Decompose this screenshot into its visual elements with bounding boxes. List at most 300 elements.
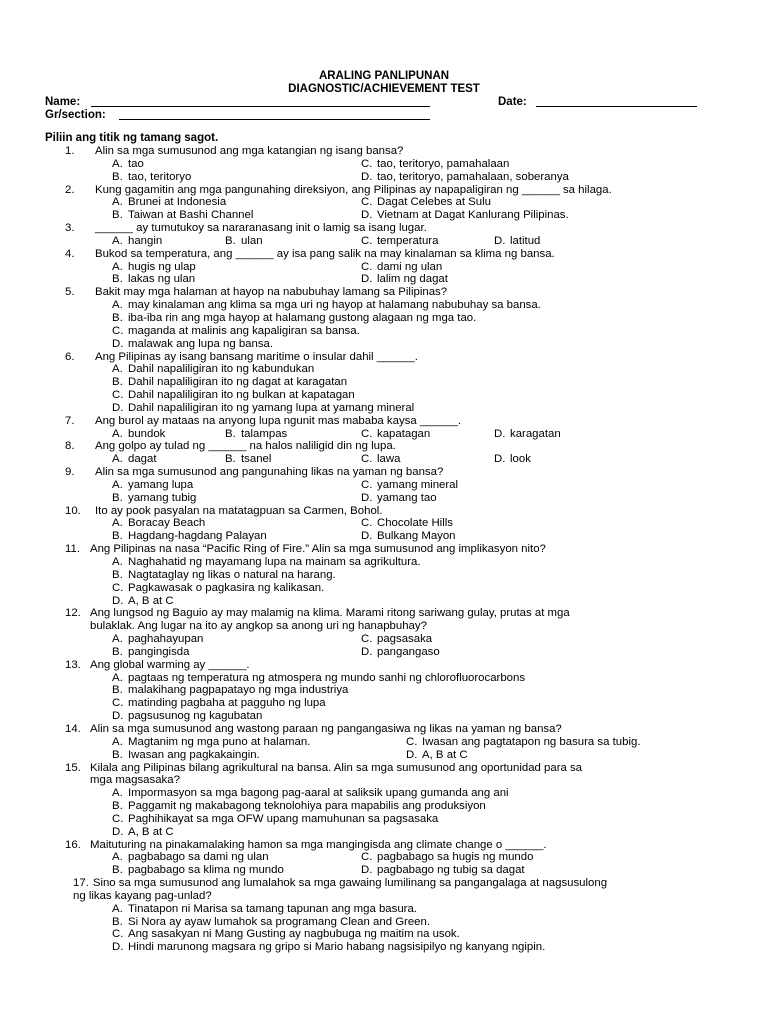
choice-letter: D. [112, 337, 124, 350]
answer-choice[interactable] [112, 864, 284, 877]
choice-letter: A. [112, 427, 123, 440]
answer-choice[interactable] [112, 338, 273, 351]
answer-choice[interactable] [494, 428, 561, 441]
choice-row [0, 697, 768, 710]
choice-text: Dahil napaliligiran ito ng kabundukan [128, 363, 315, 376]
answer-choice[interactable] [361, 261, 442, 274]
question-text: Ang golpo ay tulad ng ______ na halos naliligid din ng lupa. [95, 440, 396, 453]
question-item [0, 659, 768, 723]
answer-choice[interactable] [361, 209, 569, 222]
answer-choice[interactable] [225, 428, 287, 441]
choice-text: latitud [510, 234, 541, 247]
choice-text: paghahayupan [128, 633, 204, 646]
answer-choice[interactable] [112, 646, 189, 659]
choice-text: dagat [128, 453, 157, 466]
choice-row [0, 453, 768, 466]
choice-text: ulan [241, 234, 263, 247]
answer-choice[interactable] [112, 312, 476, 325]
choice-text: temperatura [377, 234, 439, 247]
choice-text: pagbabago ng tubig sa dagat [377, 864, 525, 877]
choice-text: iba-iba rin ang mga hayop at halamang gustong alagaan ng mga tao. [128, 311, 477, 324]
question-item [0, 351, 768, 415]
question-list [0, 145, 768, 954]
answer-choice[interactable] [361, 453, 400, 466]
choice-text: Dahil napaliligiran ito ng bulkan at kapatagan [128, 389, 355, 402]
choice-row [0, 273, 768, 286]
question-number: 11. [65, 543, 80, 556]
choice-row [0, 479, 768, 492]
question-number: 8. [65, 440, 75, 453]
question-number: 15. [65, 761, 81, 774]
answer-choice[interactable] [494, 235, 540, 248]
answer-choice[interactable] [112, 582, 324, 595]
choice-row [0, 749, 768, 762]
choice-text: hugis ng ulap [128, 260, 196, 273]
choice-text: hangin [128, 234, 163, 247]
choice-letter: A. [112, 234, 123, 247]
choice-row [0, 826, 768, 839]
choice-text: lakas ng ulan [128, 273, 196, 286]
answer-choice[interactable] [112, 851, 269, 864]
choice-letter: D. [361, 645, 373, 658]
choice-text: pagsasaka [377, 633, 433, 646]
choice-text: malakihang pagpapatayo ng mga industriya [128, 684, 349, 697]
choice-letter: B. [112, 748, 123, 761]
answer-choice[interactable] [112, 428, 165, 441]
question-number: 1. [65, 145, 75, 157]
page-title: ARALING PANLIPUNAN [318, 70, 450, 82]
question-number: 17. [73, 877, 89, 890]
answer-choice[interactable] [112, 479, 193, 492]
choice-text: tao, teritoryo [128, 170, 192, 183]
choice-letter: B. [225, 453, 236, 466]
choice-letter: C. [112, 697, 124, 710]
question-text: Kung gagamitin ang mga pangunahing direksiyon, ang Pilipinas ay napapaligiran ng ______ sa hilaga. [95, 183, 612, 196]
choice-text: tao, teritoryo, pamahalaan [377, 157, 510, 170]
choice-text: tao, teritoryo, pamahalaan, soberanya [377, 170, 569, 183]
choice-text: Tinatapon ni Marisa sa tamang tapunan ang mga basura. [128, 902, 417, 915]
choice-letter: D. [494, 453, 506, 466]
choice-text: pagsusunog ng kagubatan [128, 710, 263, 723]
choice-text: yamang tao [377, 491, 437, 504]
choice-row [0, 710, 768, 723]
question-item [0, 415, 768, 441]
choice-letter: C. [361, 453, 373, 466]
question-text: Sino sa mga sumusunod ang lumalahok sa mga gawaing lumilinang sa pangangalaga at nagsusulong [92, 877, 608, 890]
choice-text: Magtanim ng mga puno at halaman. [128, 735, 311, 748]
choice-letter: D. [406, 748, 418, 761]
choice-text: matinding pagbaha at pagguho ng lupa [128, 697, 326, 710]
answer-choice[interactable] [406, 749, 468, 762]
question-item [0, 184, 768, 223]
choice-row [0, 517, 768, 530]
choice-letter: B. [112, 864, 123, 877]
question-item [0, 543, 768, 607]
choice-text: Hindi marunong magsara ng gripo si Mario habang nagsisipilyo ng kanyang ngipin. [128, 941, 546, 954]
answer-choice[interactable] [112, 697, 326, 710]
choice-letter: A. [112, 478, 123, 491]
choice-text: A, B at C [128, 594, 174, 607]
choice-letter: A. [112, 517, 123, 530]
answer-choice[interactable] [361, 646, 440, 659]
answer-choice[interactable] [361, 851, 533, 864]
choice-letter: B. [112, 273, 123, 286]
choice-text: pagtaas ng temperatura ng atmospera ng mundo sanhi ng chlorofluorocarbons [128, 671, 526, 684]
question-text: Ito ay pook pasyalan na matatagpuan sa Carmen, Bohol. [95, 504, 383, 517]
answer-choice[interactable] [361, 428, 430, 441]
choice-row [0, 864, 768, 877]
question-text: Maituturing na pinakamalaking hamon sa mga mangingisda ang climate change o ______. [90, 838, 547, 851]
choice-text: Dahil napaliligiran ito ng dagat at karagatan [128, 376, 348, 389]
choice-letter: C. [112, 581, 124, 594]
answer-choice[interactable] [112, 402, 414, 415]
choice-letter: D. [361, 864, 373, 877]
answer-choice[interactable] [112, 813, 438, 826]
answer-choice[interactable] [112, 453, 157, 466]
question-text: ______ ay tumutukoy sa nararanasang init o lamig sa isang lugar. [95, 222, 427, 235]
answer-choice[interactable] [361, 479, 458, 492]
choice-letter: D. [361, 273, 373, 286]
choice-letter: D. [112, 825, 124, 838]
page-subtitle: DIAGNOSTIC/ACHIEVEMENT TEST [288, 83, 480, 95]
choice-text: Paggamit ng makabagong teknolohiya para mapabilis ang produksiyon [128, 800, 486, 813]
choice-letter: C. [361, 633, 373, 646]
answer-choice[interactable] [112, 569, 336, 582]
question-text-continued: ng likas kayang pag-unlad? [73, 889, 212, 902]
choice-letter: D. [361, 491, 373, 504]
choice-text: A, B at C [422, 748, 468, 761]
choice-letter: D. [112, 710, 124, 723]
choice-text: may kinalaman ang klima sa mga uri ng hayop at halamang nabubuhay sa bansa. [128, 299, 541, 312]
choice-row [0, 209, 768, 222]
answer-choice[interactable] [112, 363, 314, 376]
choice-text: Brunei at Indonesia [128, 196, 227, 209]
choice-row [0, 916, 768, 929]
choice-letter: D. [494, 427, 506, 440]
choice-letter: B. [112, 645, 123, 658]
answer-choice[interactable] [225, 235, 263, 248]
question-item [0, 607, 768, 658]
choice-text: Pagkawasak o pagkasira ng kalikasan. [128, 581, 325, 594]
choice-letter: C. [112, 812, 124, 825]
choice-row [0, 325, 768, 338]
choice-letter: C. [112, 324, 124, 337]
choice-text: Naghahatid ng mayamang lupa na mainam sa agrikultura. [128, 556, 421, 568]
choice-letter: A. [112, 556, 123, 568]
choice-letter: A. [112, 851, 123, 864]
question-number: 3. [65, 222, 75, 235]
choice-letter: A. [112, 671, 123, 684]
answer-choice[interactable] [112, 800, 486, 813]
answer-choice[interactable] [112, 389, 355, 402]
choice-row [0, 928, 768, 941]
choice-text: maganda at malinis ang kapaligiran sa bansa. [128, 324, 360, 337]
choice-text: Hagdang-hagdang Palayan [128, 530, 267, 543]
answer-choice[interactable] [361, 235, 438, 248]
choice-letter: C. [361, 478, 373, 491]
choice-row [0, 402, 768, 415]
question-number: 14. [65, 722, 81, 735]
choice-text: Impormasyon sa mga bagong pag-aaral at saliksik upang gumanda ang ani [128, 787, 509, 800]
question-item [0, 145, 768, 184]
choice-text: Bulkang Mayon [377, 530, 456, 543]
choice-row [0, 389, 768, 402]
choice-letter: B. [112, 376, 123, 389]
choice-letter: D. [112, 401, 124, 414]
choice-letter: B. [225, 427, 236, 440]
choice-row [0, 312, 768, 325]
question-text-continued: mga magsasaka? [90, 774, 180, 787]
answer-choice[interactable] [112, 787, 509, 800]
choice-text: yamang lupa [128, 478, 194, 491]
section-label: Gr/section: [45, 109, 106, 121]
choice-row [0, 556, 768, 569]
question-number: 6. [65, 350, 75, 363]
choice-text: Boracay Beach [128, 517, 206, 530]
question-item [0, 505, 768, 544]
choice-row [0, 492, 768, 505]
question-number: 9. [65, 466, 75, 479]
question-text: Alin sa mga sumusunod ang wastong paraan ng pangangasiwa ng likas na yaman ng bansa? [90, 722, 562, 735]
answer-choice[interactable] [361, 633, 432, 646]
choice-row [0, 235, 768, 248]
choice-row [0, 158, 768, 171]
choice-letter: C. [361, 157, 373, 170]
choice-letter: A. [112, 363, 123, 376]
choice-letter: B. [112, 170, 123, 183]
question-text: Bukod sa temperatura, ang ______ ay isa pang salik na may kinalaman sa klima ng bansa. [95, 247, 555, 260]
choice-text: pagbabago sa klima ng mundo [128, 864, 284, 877]
answer-choice[interactable] [112, 928, 460, 941]
section-field[interactable] [119, 119, 430, 120]
choice-text: Chocolate Hills [377, 517, 453, 530]
choice-text: pagbabago sa hugis ng mundo [377, 851, 534, 864]
question-text: Kilala ang Pilipinas bilang agrikultural na bansa. Alin sa mga sumusunod ang oportunidad para sa [90, 761, 583, 774]
answer-choice[interactable] [112, 209, 253, 222]
choice-letter: C. [361, 517, 373, 530]
answer-choice[interactable] [112, 595, 174, 608]
answer-choice[interactable] [112, 492, 196, 505]
choice-letter: D. [361, 530, 373, 543]
answer-choice[interactable] [112, 530, 267, 543]
question-item [0, 440, 768, 466]
date-label: Date: [498, 96, 527, 108]
answer-choice[interactable] [361, 171, 569, 184]
choice-row [0, 595, 768, 608]
choice-text: kapatagan [377, 427, 431, 440]
choice-row [0, 171, 768, 184]
choice-row [0, 582, 768, 595]
choice-row [0, 428, 768, 441]
choice-row [0, 363, 768, 376]
question-item [0, 248, 768, 287]
choice-letter: A. [112, 902, 123, 915]
choice-letter: C. [361, 427, 373, 440]
choice-text: Iwasan ang pagtatapon ng basura sa tubig. [422, 735, 641, 748]
answer-choice[interactable] [494, 453, 531, 466]
question-text: Bakit may mga halaman at hayop na nabubuhay lamang sa Pilipinas? [95, 286, 448, 299]
choice-row [0, 800, 768, 813]
name-field[interactable] [91, 106, 430, 107]
choice-letter: A. [112, 157, 123, 170]
answer-choice[interactable] [112, 158, 144, 171]
choice-letter: C. [112, 389, 124, 402]
question-number: 12. [65, 607, 81, 620]
answer-choice[interactable] [112, 196, 226, 209]
question-number: 2. [65, 183, 75, 196]
question-text-continued: bulaklak. Ang lugar na ito ay angkop sa anong uri ng hanapbuhay? [90, 620, 427, 633]
choice-row [0, 646, 768, 659]
name-label: Name: [45, 96, 81, 108]
question-text: Ang burol ay mataas na anyong lupa ngunit mas mababa kaysa ______. [95, 414, 462, 427]
choice-text: karagatan [510, 427, 561, 440]
choice-letter: B. [112, 568, 123, 581]
choice-text: Paghihikayat sa mga OFW upang mamuhunan sa pagsasaka [128, 812, 439, 825]
question-item [0, 723, 768, 762]
question-text: Ang Pilipinas ay isang bansang maritime o insular dahil ______. [95, 350, 418, 363]
choice-row [0, 633, 768, 646]
answer-choice[interactable] [361, 273, 448, 286]
answer-choice[interactable] [112, 376, 347, 389]
choice-row [0, 736, 768, 749]
choice-letter: A. [112, 196, 123, 209]
choice-text: Si Nora ay ayaw lumahok sa programang Clean and Green. [128, 915, 431, 928]
choice-text: Dahil napaliligiran ito ng yamang lupa at yamang mineral [128, 401, 415, 414]
choice-letter: B. [112, 800, 123, 813]
question-text: Ang lungsod ng Baguio ay may malamig na klima. Marami ritong sariwang gulay, prutas at mga [90, 607, 570, 620]
choice-letter: D. [361, 170, 373, 183]
answer-choice[interactable] [112, 171, 191, 184]
choice-text: look [510, 453, 531, 466]
answer-choice[interactable] [112, 325, 360, 338]
answer-choice[interactable] [112, 941, 545, 954]
choice-letter: A. [112, 260, 123, 273]
answer-choice[interactable] [112, 916, 430, 929]
choice-letter: C. [361, 196, 373, 209]
choice-letter: C. [361, 234, 373, 247]
choice-letter: C. [406, 735, 418, 748]
answer-choice[interactable] [112, 749, 260, 762]
choice-row [0, 261, 768, 274]
answer-choice[interactable] [361, 530, 456, 543]
choice-row [0, 813, 768, 826]
question-number: 7. [65, 414, 75, 427]
question-number: 16. [65, 838, 81, 851]
question-text: Alin sa mga sumusunod ang mga katangian ng isang bansa? [95, 145, 404, 157]
choice-letter: B. [112, 684, 123, 697]
answer-choice[interactable] [112, 273, 195, 286]
choice-row [0, 338, 768, 351]
choice-text: tsanel [241, 453, 272, 466]
choice-letter: A. [112, 735, 123, 748]
choice-letter: A. [112, 299, 123, 312]
answer-choice[interactable] [361, 517, 453, 530]
choice-text: yamang mineral [377, 478, 459, 491]
answer-choice[interactable] [112, 556, 421, 569]
choice-letter: A. [112, 787, 123, 800]
answer-choice[interactable] [112, 826, 174, 839]
answer-choice[interactable] [406, 736, 641, 749]
question-item [0, 286, 768, 350]
choice-text: Dagat Celebes at Sulu [377, 196, 491, 209]
choice-row [0, 530, 768, 543]
choice-text: lalim ng dagat [377, 273, 448, 286]
choice-text: Taiwan at Bashi Channel [128, 209, 254, 222]
answer-choice[interactable] [112, 633, 203, 646]
choice-row [0, 376, 768, 389]
choice-text: malawak ang lupa ng bansa. [128, 337, 274, 350]
choice-letter: B. [112, 530, 123, 543]
choice-text: Nagtataglay ng likas o natural na harang. [128, 568, 336, 581]
choice-letter: A. [112, 633, 123, 646]
choice-row [0, 941, 768, 954]
question-number: 10. [65, 504, 81, 517]
choice-row [0, 684, 768, 697]
answer-choice[interactable] [112, 684, 348, 697]
question-number: 5. [65, 286, 75, 299]
choice-letter: B. [112, 311, 123, 324]
instructions: Piliin ang titik ng tamang sagot. [45, 132, 219, 144]
question-item [0, 222, 768, 248]
choice-letter: B. [112, 915, 123, 928]
choice-letter: A. [112, 453, 123, 466]
choice-text: Vietnam at Dagat Kanlurang Pilipinas. [377, 209, 569, 222]
choice-letter: B. [112, 209, 123, 222]
answer-choice[interactable] [112, 736, 310, 749]
question-text: Ang Pilipinas na nasa “Pacific Ring of Fire.” Alin sa mga sumusunod ang implikasyon nito? [90, 543, 546, 556]
date-field[interactable] [536, 106, 697, 107]
choice-letter: C. [361, 260, 373, 273]
choice-row [0, 851, 768, 864]
question-item [0, 877, 768, 954]
answer-choice[interactable] [112, 710, 262, 723]
choice-letter: C. [361, 851, 373, 864]
question-number: 4. [65, 247, 75, 260]
question-text: Ang global warming ay ______. [90, 658, 250, 671]
choice-text: tao [128, 157, 144, 170]
answer-choice[interactable] [361, 864, 525, 877]
answer-choice[interactable] [112, 235, 162, 248]
choice-row [0, 903, 768, 916]
answer-choice[interactable] [361, 492, 437, 505]
answer-choice[interactable] [225, 453, 271, 466]
answer-choice[interactable] [112, 672, 525, 685]
choice-text: lawa [377, 453, 401, 466]
question-text: Alin sa mga sumusunod ang pangunahing likas na yaman ng bansa? [95, 466, 444, 479]
choice-row [0, 196, 768, 209]
choice-letter: C. [112, 928, 124, 941]
choice-row [0, 569, 768, 582]
choice-row [0, 299, 768, 312]
answer-choice[interactable] [112, 517, 205, 530]
question-number: 13. [65, 658, 81, 671]
choice-letter: D. [112, 941, 124, 954]
choice-letter: B. [225, 234, 236, 247]
answer-choice[interactable] [112, 261, 196, 274]
answer-choice[interactable] [361, 158, 509, 171]
choice-text: A, B at C [128, 825, 174, 838]
question-item [0, 466, 768, 505]
answer-choice[interactable] [112, 299, 541, 312]
question-item [0, 839, 768, 878]
choice-text: pangingisda [128, 645, 190, 658]
choice-row [0, 787, 768, 800]
choice-letter: D. [361, 209, 373, 222]
answer-choice[interactable] [112, 903, 417, 916]
answer-choice[interactable] [361, 196, 491, 209]
choice-letter: B. [112, 491, 123, 504]
choice-text: Iwasan ang pagkakaingin. [128, 748, 260, 761]
